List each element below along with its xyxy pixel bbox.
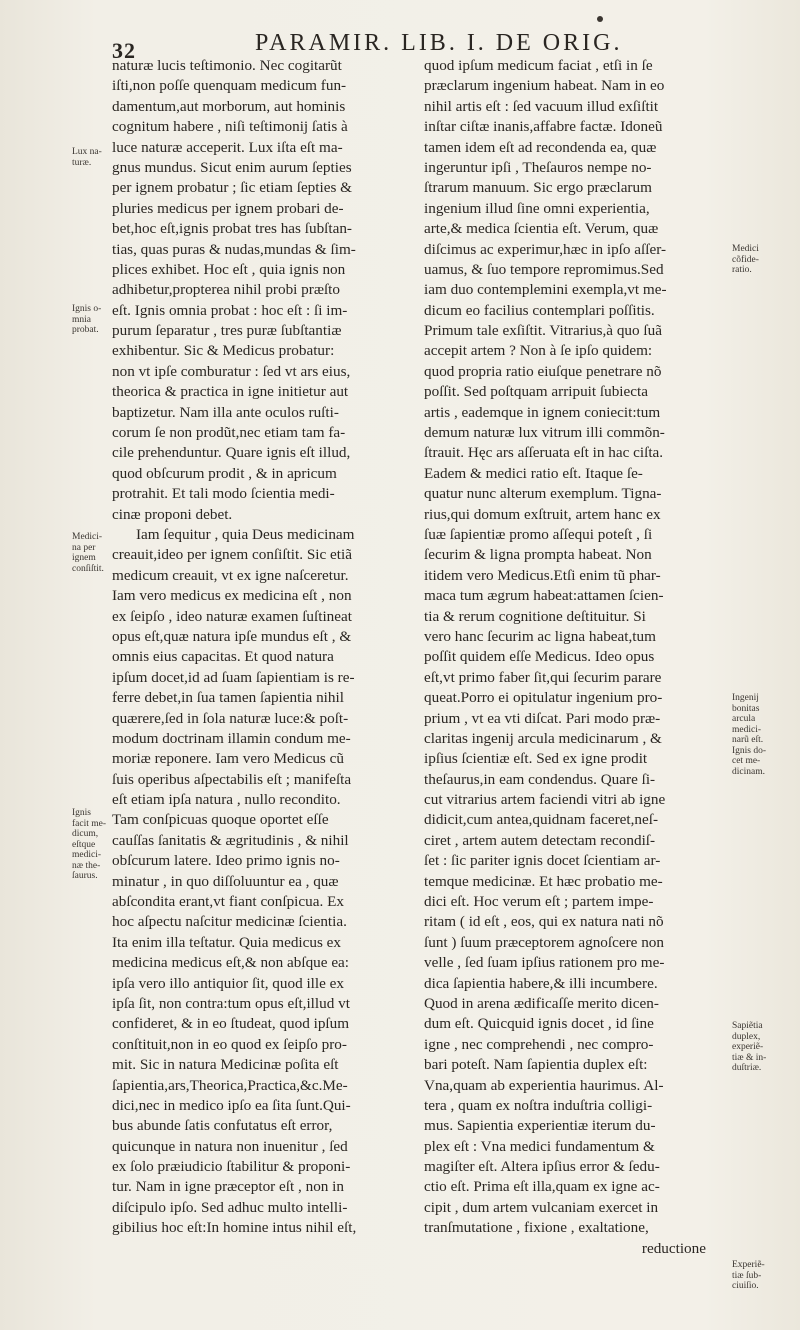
margin-note-ingenii-bonitas bbox=[732, 693, 766, 777]
ink-speck bbox=[597, 16, 603, 22]
right-text-column bbox=[424, 56, 724, 1259]
text-line: cinæ proponi debet. bbox=[112, 505, 233, 523]
text-line: cauſſas ſanitatis & ægritudinis , & nihil bbox=[112, 831, 349, 849]
text-line: gibilius hoc eſt:In homine intus nihil eſt, bbox=[112, 1219, 357, 1237]
text-line: pluries medicus per ignem probari de- bbox=[112, 199, 344, 217]
text-line: corum ſe non prodũt,nec etiam tam fa- bbox=[112, 424, 346, 442]
text-line: conſtituit,non in eo quod ex ſeipſo pro- bbox=[112, 1035, 347, 1053]
text-line: dici eſt. Hoc verum eſt ; partem impe- bbox=[424, 893, 654, 911]
page-number: 32 bbox=[112, 38, 136, 63]
text-line: baptizetur. Nam illa ante oculos ruſti- bbox=[112, 403, 339, 421]
text-line: quod ipſum medicum faciat , etſi in ſe bbox=[424, 57, 653, 74]
text-line: accepit artem ? Non à ſe ipſo quidem: bbox=[424, 342, 653, 360]
text-line: Tam conſpicuas quoque oportet eſſe bbox=[112, 811, 329, 829]
text-line: ipſius ſcientiæ eſt. Sed ex igne prodit bbox=[424, 750, 648, 768]
text-line: poſſit. Sed poſtquam arripuit ſubiecta bbox=[424, 383, 648, 401]
text-line: dica ſapientia habere,& illi incumbere. bbox=[424, 974, 658, 992]
margin-note-line: duplex, bbox=[732, 1031, 761, 1042]
margin-note-line: ratio. bbox=[732, 265, 752, 275]
margin-note-line: tiæ & in- bbox=[732, 1052, 767, 1063]
text-line: tia & rerum cognitione deſtituitur. Si bbox=[424, 607, 646, 625]
margin-note-line: ſaurus. bbox=[72, 871, 98, 881]
text-line: confideret, & in eo ſtudeat, quod ipſum bbox=[112, 1015, 350, 1033]
text-line: quatur nunc alterum exemplum. Tigna- bbox=[424, 485, 662, 503]
margin-note-experientiae-subdivisio bbox=[732, 1260, 765, 1292]
text-line: abſcondita erant,vt fiant conſpicua. Ex bbox=[112, 893, 344, 911]
text-line: bet,hoc eſt,ignis probat tres has ſubſtan- bbox=[112, 220, 352, 238]
text-line: uamus, & ſuo tempore repromimus.Sed bbox=[424, 260, 664, 278]
text-line: eſt,vt primo faber ſit,qui ſecurim parare bbox=[424, 668, 662, 686]
margin-note-line: conſiſtit. bbox=[72, 563, 104, 574]
text-line: non vt ipſe comburatur : ſed vt ars eius, bbox=[112, 362, 351, 380]
text-line: magiſter eſt. Altera ipſius error & ſedu- bbox=[424, 1158, 660, 1176]
text-line: gnus mundus. Sicut enim aurum ſepties bbox=[112, 158, 352, 176]
text-line: quod propria ratio eiuſque penetrare nõ bbox=[424, 362, 662, 380]
text-line: minatur , in quo diſſoluuntur ea , quæ bbox=[112, 872, 339, 890]
text-line: vero hanc ſecurim ac ligna habeat,tum bbox=[424, 627, 656, 645]
text-line: ingenium illud ſine omni experientia, bbox=[424, 199, 650, 217]
margin-note-line: turæ. bbox=[72, 157, 92, 168]
text-line: medicum creauit, vt ex igne naſceretur. bbox=[112, 566, 349, 584]
margin-note-line: Ignis do- bbox=[732, 745, 767, 756]
text-line: adhibetur,propterea nihil probi præſto bbox=[112, 281, 340, 299]
text-line: ſecurim & ligna prompta habeat. Non bbox=[424, 546, 652, 564]
margin-note-line: Ingenij bbox=[732, 693, 759, 703]
text-line: medicina medicus eſt,& non abſque ea: bbox=[112, 954, 350, 972]
text-line: opus eſt,quæ natura ipſe mundus eſt , & bbox=[112, 627, 352, 645]
text-line: obſcurum latere. Ideo primo ignis no- bbox=[112, 852, 340, 870]
text-line: bari poteſt. Nam ſapientia duplex eſt: bbox=[424, 1056, 648, 1074]
text-line: prium , vt ea vti diſcat. Pari modo præ- bbox=[424, 709, 661, 727]
margin-note-ignis-omnia-probat bbox=[72, 304, 101, 336]
text-line: eſt. Ignis omnia probat : hoc eſt : ſi im- bbox=[112, 301, 348, 319]
text-line: bus abunde ſatis confutatus eſt error, bbox=[112, 1117, 333, 1135]
margin-note-line: duſtriæ. bbox=[732, 1063, 762, 1073]
text-line: ingeruntur ipſi , Theſauros nempe no- bbox=[424, 158, 652, 176]
margin-note-line: Medici bbox=[732, 244, 759, 254]
text-line: ferre debet,in ſua tamen ſapientia nihil bbox=[112, 689, 344, 707]
text-line: dicum eo facilius contemplari poſſitis. bbox=[424, 301, 655, 319]
text-line: inſtar ciſtæ inanis,affabre factæ. Idoneũ bbox=[424, 118, 663, 136]
text-line: diſcipulo ipſo. Sed adhuc multo intelli- bbox=[112, 1198, 348, 1216]
text-line: hoc aſpectu naſcitur medicinæ ſcientia. bbox=[112, 913, 347, 931]
text-line: demum naturæ lux vitrum illi commõn- bbox=[424, 424, 665, 442]
text-line: creauit,ideo per ignem conſiſtit. Sic etiã bbox=[112, 546, 352, 564]
text-line: tur. Nam in igne præceptor eſt , non in bbox=[112, 1178, 344, 1196]
text-line: tias, quas puras & nudas,mundas & ſim- bbox=[112, 240, 356, 258]
margin-note-ignis-facit-medicum bbox=[72, 808, 106, 882]
text-line: omnis eius capacitas. Et quod natura bbox=[112, 648, 334, 666]
text-line: moriæ reponere. Iam vero Medicus cũ bbox=[112, 750, 344, 768]
text-line: ſunt ) ſuum præceptorem agnoſcere non bbox=[424, 933, 664, 951]
text-line: arte,& medica ſcientia eſt. Verum, quæ bbox=[424, 220, 659, 238]
margin-note-line: mnia bbox=[72, 314, 91, 325]
text-line: ipſa vero illo antiquior ſit, quod ille ex bbox=[112, 974, 344, 992]
text-line: temque medicinæ. Et hæc probatio me- bbox=[424, 872, 663, 890]
text-line: dici,nec in medico ipſo ea ſita ſunt.Qui- bbox=[112, 1096, 351, 1114]
text-line: ſet : ſic pariter ignis docet ſcientiam ar- bbox=[424, 852, 661, 870]
text-line: Eadem & medici ratio eſt. Itaque ſe- bbox=[424, 464, 643, 482]
text-line: luce naturæ acceperit. Lux iſta eſt ma- bbox=[112, 138, 343, 156]
text-line: ſuis operibus aſpectabilis eſt ; manifeſta bbox=[112, 770, 352, 788]
text-line: per ignem probatur ; ſic etiam ſepties & bbox=[112, 179, 352, 197]
text-line: ſtrarum manuum. Sic ergo præclarum bbox=[424, 179, 652, 197]
text-line: cile prehenduntur. Quare ignis eſt illud, bbox=[112, 444, 351, 462]
margin-note-line: narũ eſt. bbox=[732, 735, 764, 745]
text-line: cognitum habere , niſi teſtimonij ſatis à bbox=[112, 118, 348, 136]
text-line: artis , eademque in ignem coniecit:tum bbox=[424, 403, 661, 421]
running-head: PARAMIR. LIB. I. DE ORIG. bbox=[255, 30, 623, 56]
margin-note-line: facit me- bbox=[72, 818, 107, 829]
text-line: cipit , dum artem vulcaniam exercet in bbox=[424, 1198, 659, 1216]
text-line: plex eſt : Vna medici fundamentum & bbox=[424, 1137, 655, 1155]
margin-note-line: medici- bbox=[732, 724, 762, 735]
text-line: Iam vero medicus ex medicina eſt , non bbox=[112, 587, 352, 605]
text-line: præclarum ingenium habeat. Nam in eo bbox=[424, 77, 665, 95]
margin-note-line: cõfide- bbox=[732, 254, 759, 265]
text-line: didicit,cum antea,quidnam faceret,neſ- bbox=[424, 811, 659, 829]
margin-note-line: probat. bbox=[72, 325, 99, 335]
text-line: tranſmutatione , fixione , exaltatione, bbox=[424, 1219, 649, 1237]
text-line: ſapientia,ars,Theorica,Practica,&c.Me- bbox=[112, 1076, 348, 1094]
margin-note-sapientia-duplex bbox=[732, 1021, 766, 1074]
text-line: tamen idem eſt ad recondenda ea, quæ bbox=[424, 138, 657, 156]
text-line: mus. Sapientia experientiæ iterum du- bbox=[424, 1117, 656, 1135]
text-line: claritas ingenij arcula medicinarum , & bbox=[424, 729, 662, 747]
text-line: protrahit. Et tali modo ſcientia medi- bbox=[112, 485, 335, 503]
text-line: ſtrauit. Hęc ars aſſeruata eſt in hac ciſta. bbox=[424, 444, 664, 462]
margin-note-line: medici- bbox=[72, 850, 102, 860]
text-line: ſuæ ſapientiæ promo aſſequi poteſt , ſi bbox=[424, 525, 653, 543]
text-line: exhibentur. Sic & Medicus probatur: bbox=[112, 342, 335, 360]
text-line: eſt etiam ipſa natura , nullo recondito. bbox=[112, 791, 341, 809]
margin-note-line: næ the- bbox=[72, 860, 101, 871]
text-line: poſſit quidem eſſe Medicus. Ideo opus bbox=[424, 648, 655, 666]
margin-note-lux-naturae bbox=[72, 147, 102, 168]
text-line: maca tum ægrum habeat:attamen ſcien- bbox=[424, 587, 664, 605]
margin-note-line: bonitas bbox=[732, 703, 760, 714]
left-text-column bbox=[112, 56, 414, 1239]
text-line: nihil artis eſt : ſed vacuum illud exſiſtit bbox=[424, 97, 659, 115]
text-line: quod obſcurum prodit , & in apricum bbox=[112, 464, 337, 482]
text-line: theſaurus,in eam condendus. Quare ſi- bbox=[424, 770, 656, 788]
margin-note-line: ignem bbox=[72, 553, 96, 563]
margin-note-line: Ignis bbox=[72, 808, 91, 818]
text-line: ex ſeipſo , ideo naturæ examen ſuſtineat bbox=[112, 607, 352, 625]
text-line: Primum tale exſiſtit. Vitrarius,à quo ſuã bbox=[424, 322, 662, 340]
margin-note-medici-consideratio bbox=[732, 244, 759, 276]
text-line: naturæ lucis teſtimonio. Nec cogitarũt bbox=[112, 57, 342, 74]
text-line: itidem vero Medicus.Etſi enim tũ phar- bbox=[424, 566, 661, 584]
margin-note-line: cet me- bbox=[732, 756, 761, 766]
text-line: iſti,non poſſe quenquam medicum fun- bbox=[112, 77, 347, 95]
text-line: Vna,quam ab experientia haurimus. Al- bbox=[424, 1076, 664, 1094]
text-line: tera , quam ex noſtra induſtria colligi- bbox=[424, 1096, 653, 1114]
text-line: dum eſt. Quicquid ignis docet , id ſine bbox=[424, 1015, 654, 1033]
text-line: rius,qui domum exſtruit, artem hanc ex bbox=[424, 505, 661, 523]
margin-note-line: experiẽ- bbox=[732, 1042, 764, 1052]
text-line: Quod in arena ædificaſſe merito dicen- bbox=[424, 994, 659, 1012]
text-line: Ita enim illa teſtatur. Quia medicus ex bbox=[112, 933, 342, 951]
text-line: queat.Porro ei opitulatur ingenium pro- bbox=[424, 689, 663, 707]
text-line: reductione bbox=[641, 1239, 706, 1257]
margin-note-line: arcula bbox=[732, 714, 756, 724]
text-line: ritam ( id eſt , eos, qui ex natura nati nõ bbox=[424, 913, 664, 931]
text-line: modum doctrinam illamin condum me- bbox=[112, 729, 351, 747]
margin-note-line: ciuiſio. bbox=[732, 1281, 759, 1291]
text-line: Iam ſequitur , quia Deus medicinam bbox=[136, 525, 355, 543]
text-line: quærere,ſed in ſola naturæ luce:& poſt- bbox=[112, 709, 349, 727]
text-line: iam duo contemplemini exempla,vt me- bbox=[424, 281, 667, 299]
text-line: quicunque in natura non inuenitur , ſed bbox=[112, 1137, 348, 1155]
margin-note-medicina-per-ignem bbox=[72, 532, 104, 574]
text-line: ctio eſt. Prima eſt illa,quam ex igne ac- bbox=[424, 1178, 660, 1196]
margin-note-line: Lux na- bbox=[72, 147, 102, 157]
text-line: diſcimus ac experimur,hæc in ipſo aſſer- bbox=[424, 240, 667, 258]
margin-note-line: na per bbox=[72, 542, 96, 553]
text-line: ex ſolo præiudicio ſtabilitur & proponi- bbox=[112, 1158, 351, 1176]
text-line: igne , nec comprehendi , nec compro- bbox=[424, 1035, 654, 1053]
text-line: ciret , artem autem detectam recondiſ- bbox=[424, 831, 656, 849]
text-line: mit. Sic in natura Medicinæ poſita eſt bbox=[112, 1056, 339, 1074]
margin-note-line: Ignis o- bbox=[72, 304, 102, 314]
text-line: damentum,aut morborum, aut hominis bbox=[112, 97, 346, 115]
margin-note-line: Experiẽ- bbox=[732, 1260, 765, 1270]
text-line: cut vitrarius artem faciendi vitri ab igne bbox=[424, 791, 666, 809]
margin-note-line: tiæ ſub- bbox=[732, 1270, 762, 1281]
margin-note-line: dicinam. bbox=[732, 766, 765, 777]
margin-note-line: Medici- bbox=[72, 532, 103, 542]
text-line: ipſa ſit, non contra:tum opus eſt,illud vt bbox=[112, 994, 350, 1012]
margin-note-line: eſtque bbox=[72, 839, 96, 850]
margin-note-line: dicum, bbox=[72, 829, 99, 839]
text-line: velle , ſed ſuam ipſius rationem pro me- bbox=[424, 954, 665, 972]
text-line: plices exhibet. Hoc eſt , quia ignis non bbox=[112, 260, 346, 278]
margin-note-line: Sapiẽtia bbox=[732, 1021, 763, 1031]
text-line: theorica & practica in igne initietur aut bbox=[112, 383, 349, 401]
text-line: purum ſeparatur , tres puræ ſubſtantiæ bbox=[112, 322, 342, 340]
text-line: ipſum docet,id ad ſuam ſapientiam is re- bbox=[112, 668, 355, 686]
